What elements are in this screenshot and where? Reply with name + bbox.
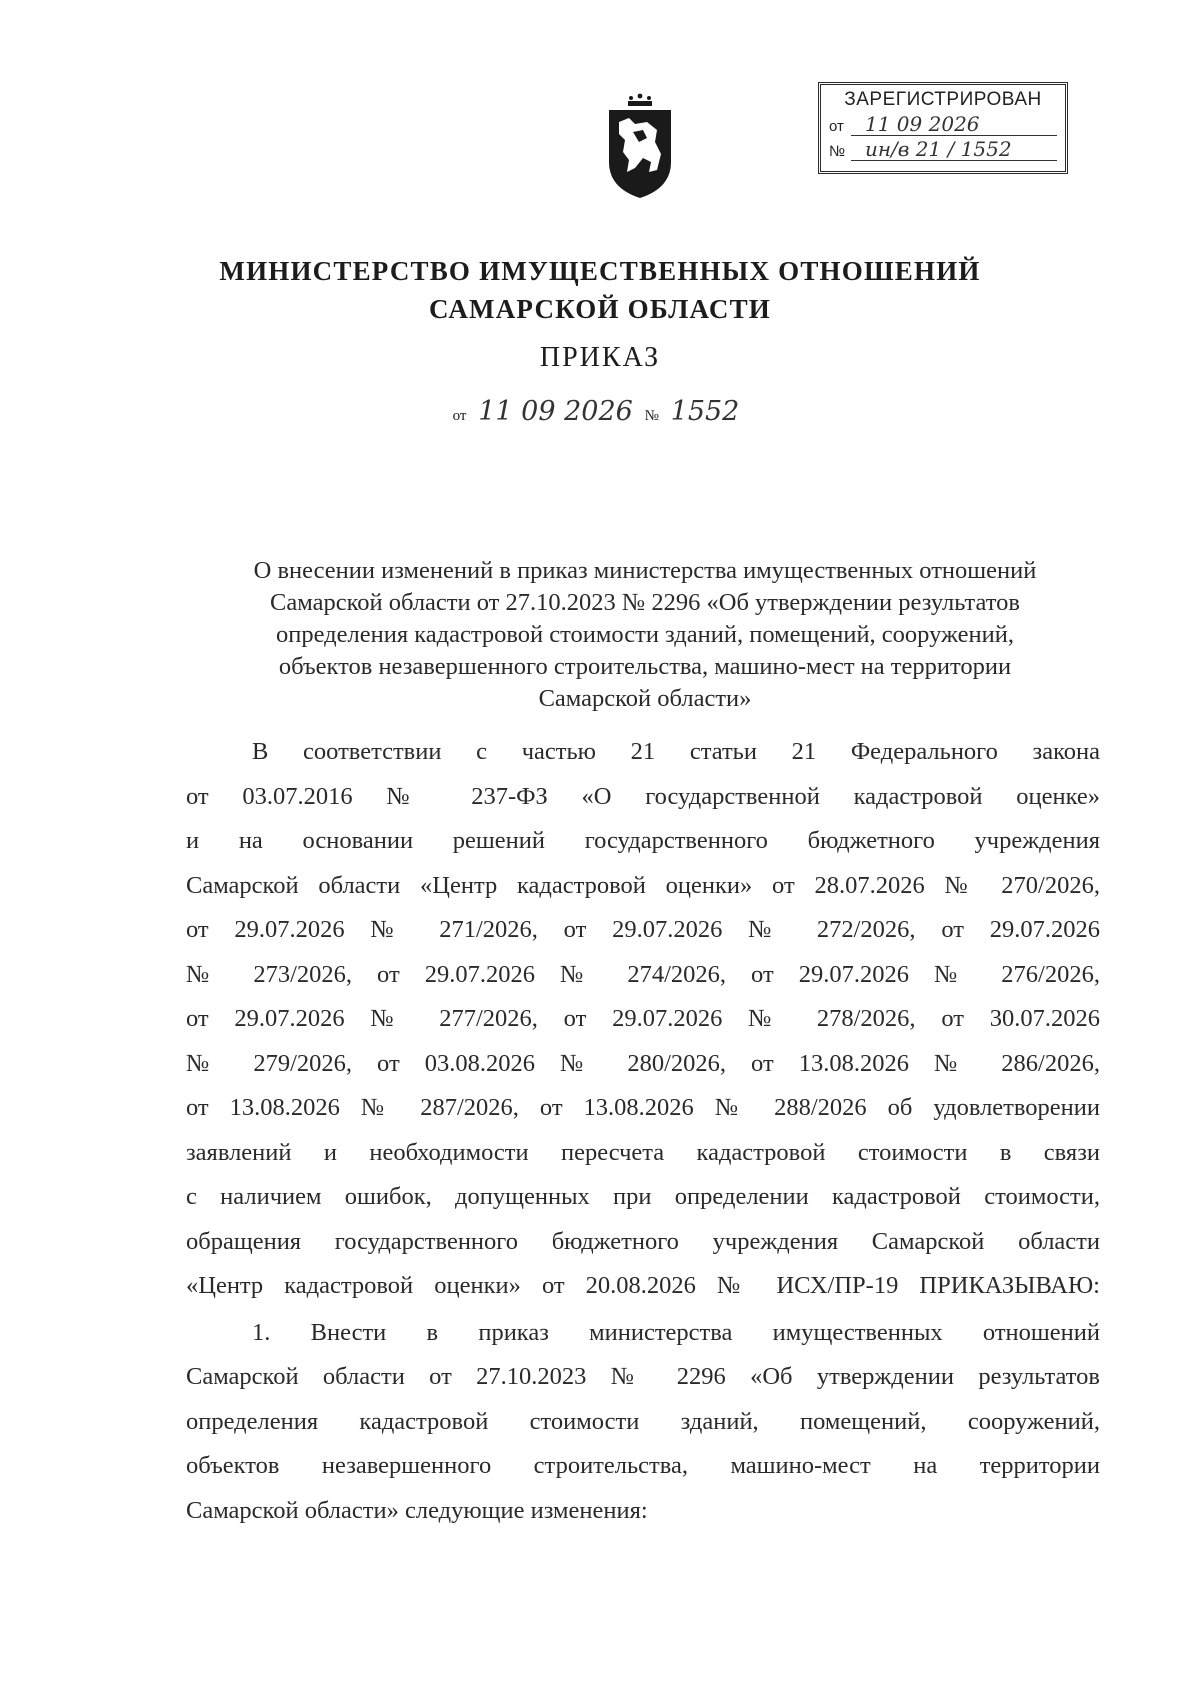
stamp-title: ЗАРЕГИСТРИРОВАН [844, 89, 1042, 110]
subject-line: определения кадастровой стоимости зданий, помещений, сооружений, [276, 621, 1014, 648]
body-line: № 273/2026, от 29.07.2026 № 274/2026, от 29.07.2026 № 276/2026, [186, 960, 1100, 988]
ministry-name-line-2: САМАРСКОЙ ОБЛАСТИ [429, 294, 771, 324]
stamp-number-value: ин/в 21 / 1552 [851, 138, 1057, 161]
body-line: «Центр кадастровой оценки» от 20.08.2026 № ИСХ/ПР-19 ПРИКАЗЫВАЮ: [186, 1272, 1100, 1299]
order-subject-heading [190, 555, 1100, 715]
stamp-date-row [829, 113, 1057, 136]
body-line: от 03.07.2016 № 237-ФЗ «О государственной кадастровой оценке» [186, 782, 1100, 810]
document-type-title: ПРИКАЗ [539, 342, 661, 373]
body-line: 1. Внести в приказ министерства имущественных отношений [252, 1318, 1100, 1346]
body-line: объектов незавершенного строительства, машино-мест на территории [186, 1452, 1100, 1479]
coat-of-arms-emblem [595, 92, 685, 202]
stamp-date-label: от [829, 118, 844, 135]
body-line: от 13.08.2026 № 287/2026, от 13.08.2026 № 288/2026 об удовлетворении [186, 1094, 1100, 1121]
registration-stamp [818, 82, 1068, 174]
body-line: с наличием ошибок, допущенных при определении кадастровой стоимости, [186, 1183, 1100, 1210]
order-body [186, 730, 1100, 1533]
subject-line: Самарской области» [538, 685, 752, 712]
stamp-number-label: № [829, 143, 846, 160]
body-line: от 29.07.2026 № 271/2026, от 29.07.2026 № 272/2026, от 29.07.2026 [186, 916, 1100, 943]
body-line: Самарской области» следующие изменения: [186, 1496, 648, 1524]
body-line: Самарской области от 27.10.2023 № 2296 «Об утверждении результатов [186, 1363, 1100, 1390]
body-line: обращения государственного бюджетного учреждения Самарской области [186, 1227, 1100, 1255]
stamp-date-value: 11 09 2026 [851, 113, 1057, 136]
order-date-value: 11 09 2026 [478, 396, 633, 427]
item-1-paragraph [186, 1311, 1100, 1534]
body-line: В соответствии с частью 21 статьи 21 Федерального закона [252, 738, 1100, 765]
ministry-name-line-1: МИНИСТЕРСТВО ИМУЩЕСТВЕННЫХ ОТНОШЕНИЙ [219, 256, 981, 286]
subject-line: О внесении изменений в приказ министерства имущественных отношений [253, 557, 1037, 584]
order-date-number-line [0, 396, 1200, 427]
body-line: определения кадастровой стоимости зданий, помещений, сооружений, [186, 1407, 1100, 1435]
subject-line: Самарской области от 27.10.2023 № 2296 «Об утверждении результатов [270, 589, 1020, 616]
body-line: заявлений и необходимости пересчета кадастровой стоимости в связи [186, 1138, 1100, 1166]
order-number-value: 1552 [670, 396, 740, 427]
ministry-name [0, 252, 1200, 328]
subject-line: объектов незавершенного строительства, машино-мест на территории [278, 653, 1012, 680]
preamble-paragraph [186, 730, 1100, 1309]
stamp-number-row [829, 138, 1057, 161]
body-line: и на основании решений государственного бюджетного учреждения [186, 827, 1100, 854]
order-date-label: от [452, 408, 467, 424]
body-line: № 279/2026, от 03.08.2026 № 280/2026, от 13.08.2026 № 286/2026, [186, 1049, 1100, 1077]
body-line: Самарской области «Центр кадастровой оценки» от 28.07.2026 № 270/2026, [186, 871, 1100, 899]
body-line: от 29.07.2026 № 277/2026, от 29.07.2026 № 278/2026, от 30.07.2026 [186, 1005, 1100, 1032]
order-number-label: № [644, 408, 659, 424]
